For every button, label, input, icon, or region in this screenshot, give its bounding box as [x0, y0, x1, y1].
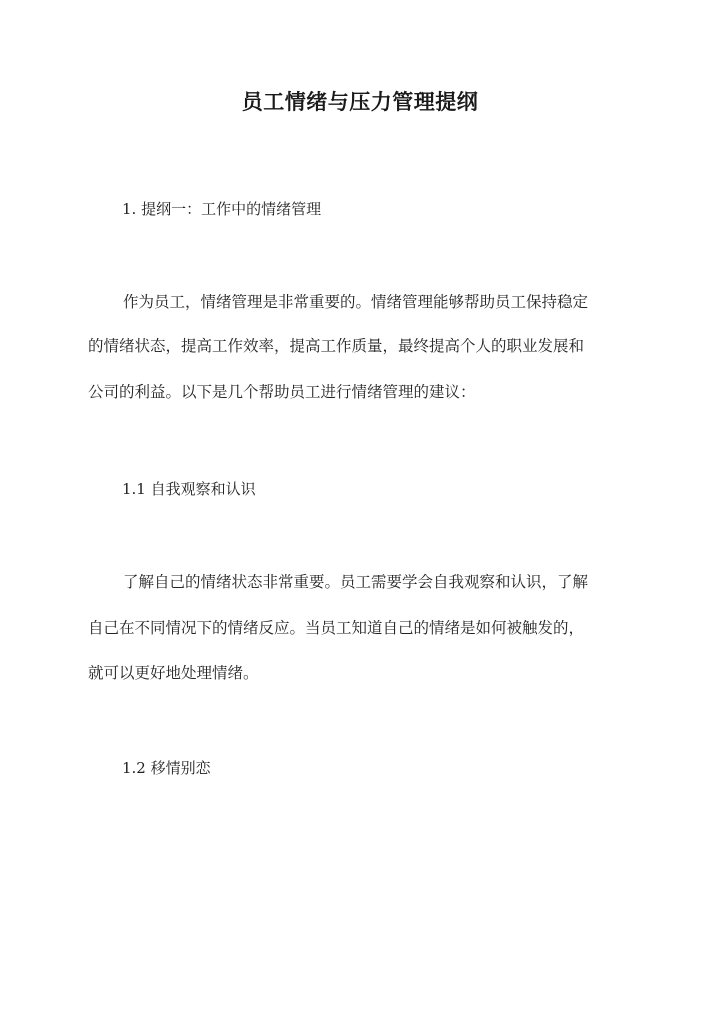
self-observation-line-1: 了解自己的情绪状态非常重要。员工需要学会自我观察和认识，了解 [123, 573, 589, 591]
self-observation-line-2: 自己在不同情况下的情绪反应。当员工知道自己的情绪是如何被触发的， [88, 619, 585, 637]
section-heading-1-1: 1.1 自我观察和认识 [122, 480, 256, 498]
intro-line-2: 的情绪状态，提高工作效率，提高工作质量，最终提高个人的职业发展和 [88, 337, 585, 355]
section-heading-1-2: 1.2 移情别恋 [122, 759, 211, 777]
intro-line-3: 公司的利益。以下是几个帮助员工进行情绪管理的建议： [88, 383, 476, 401]
section-heading-1: 1. 提纲一：工作中的情绪管理 [122, 200, 322, 218]
document-title: 员工情绪与压力管理提纲 [241, 89, 479, 114]
self-observation-line-3: 就可以更好地处理情绪。 [88, 664, 259, 682]
intro-line-1: 作为员工，情绪管理是非常重要的。情绪管理能够帮助员工保持稳定 [123, 293, 589, 311]
